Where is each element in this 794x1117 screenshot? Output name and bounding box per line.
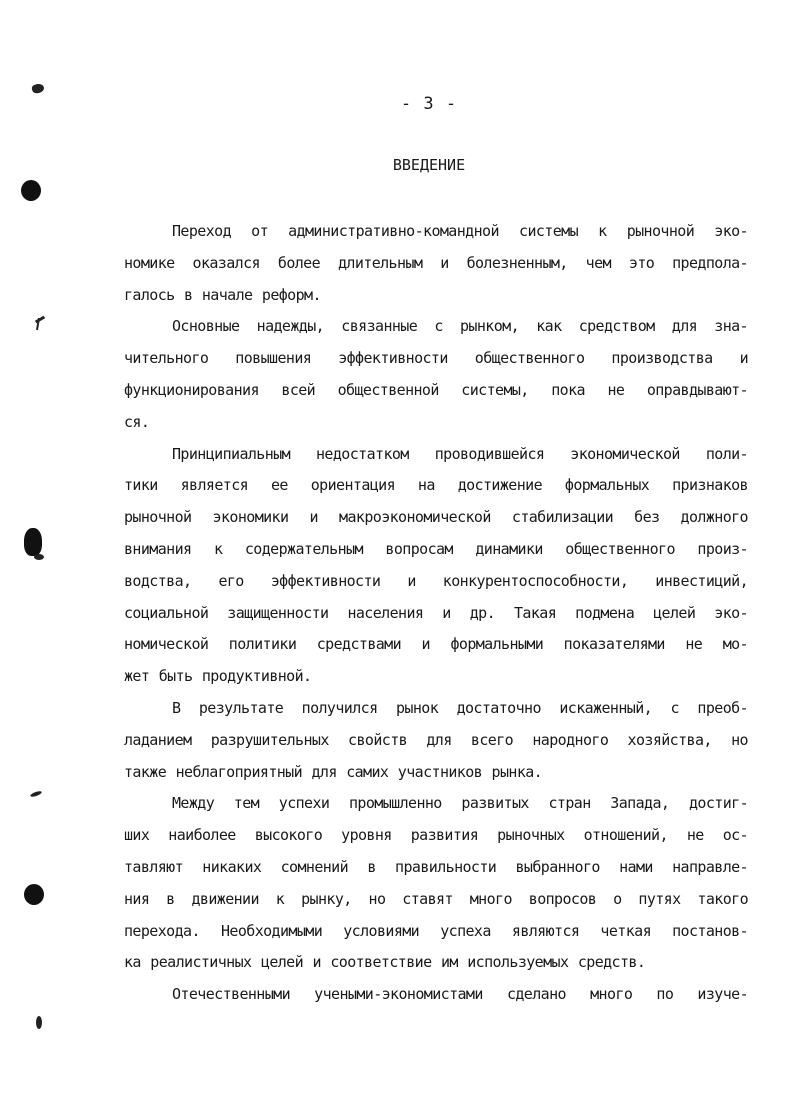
text-line: внимания к содержательным вопросам динамики общественного произ- [124,539,748,558]
text-line: ладанием разрушительных свойств для всего народного хозяйства, но [124,730,748,749]
text-line: номике оказался более длительным и болезненным, чем это предпола- [124,253,748,272]
scan-speck-4 [30,790,43,798]
text-line: тики является ее ориентация на достижение формальных признаков [124,476,748,495]
text-line: Отечественными учеными-экономистами сделано много по изуче- [172,985,748,1004]
binder-hole-2 [24,528,42,556]
text-line: чительного повышения эффективности общественного производства и [124,349,748,368]
text-line: рыночной экономики и макроэкономической стабилизации без должного [124,508,748,527]
binder-hole-3 [24,884,44,905]
text-line: ка реалистичных целей и соответствие им используемых средств. [124,953,646,972]
scan-speck-5 [36,1016,42,1029]
body-text [124,216,748,1011]
text-line: галось в начале реформ. [124,285,321,304]
binder-hole-1 [21,180,41,201]
text-line: социальной защищенности населения и др. Такая подмена целей эко- [124,603,748,622]
text-line: также неблагоприятный для самих участников рынка. [124,762,543,781]
text-line: Принципиальным недостатком проводившейся экономической поли- [172,444,748,463]
text-line: Основные надежды, связанные с рынком, как средством для зна- [172,317,748,336]
text-line: тавляют никаких сомнений в правильности выбранного нами направле- [124,857,748,876]
text-line: ния в движении к рынку, но ставят много вопросов о путях такого [124,889,748,908]
text-line: ших наиболее высокого уровня развития рыночных отношений, не ос- [124,826,748,845]
text-line: ся. [124,412,150,431]
text-line: жет быть продуктивной. [124,667,312,686]
text-line: водства, его эффективности и конкурентоспособности, инвестиций, [124,571,748,590]
page-number: - 3 - [400,94,458,114]
text-line: перехода. Необходимыми условиями успеха являются четкая постанов- [124,921,748,940]
text-line: Между тем успехи промышленно развитых стран Запада, достиг- [172,794,748,813]
text-line: Переход от административно-командной системы к рыночной эко- [172,222,748,240]
text-line: В результате получился рынок достаточно искаженный, с преоб- [172,698,748,717]
scan-speck-2b [36,318,40,330]
text-line: функционирования всей общественной системы, пока не оправдывают- [124,380,748,399]
scan-speck-top [31,83,45,95]
section-title: ВВЕДЕНИЕ [392,156,466,174]
text-line: номической политики средствами и формальными показателями не мо- [124,635,748,654]
scan-speck-3 [34,554,44,560]
